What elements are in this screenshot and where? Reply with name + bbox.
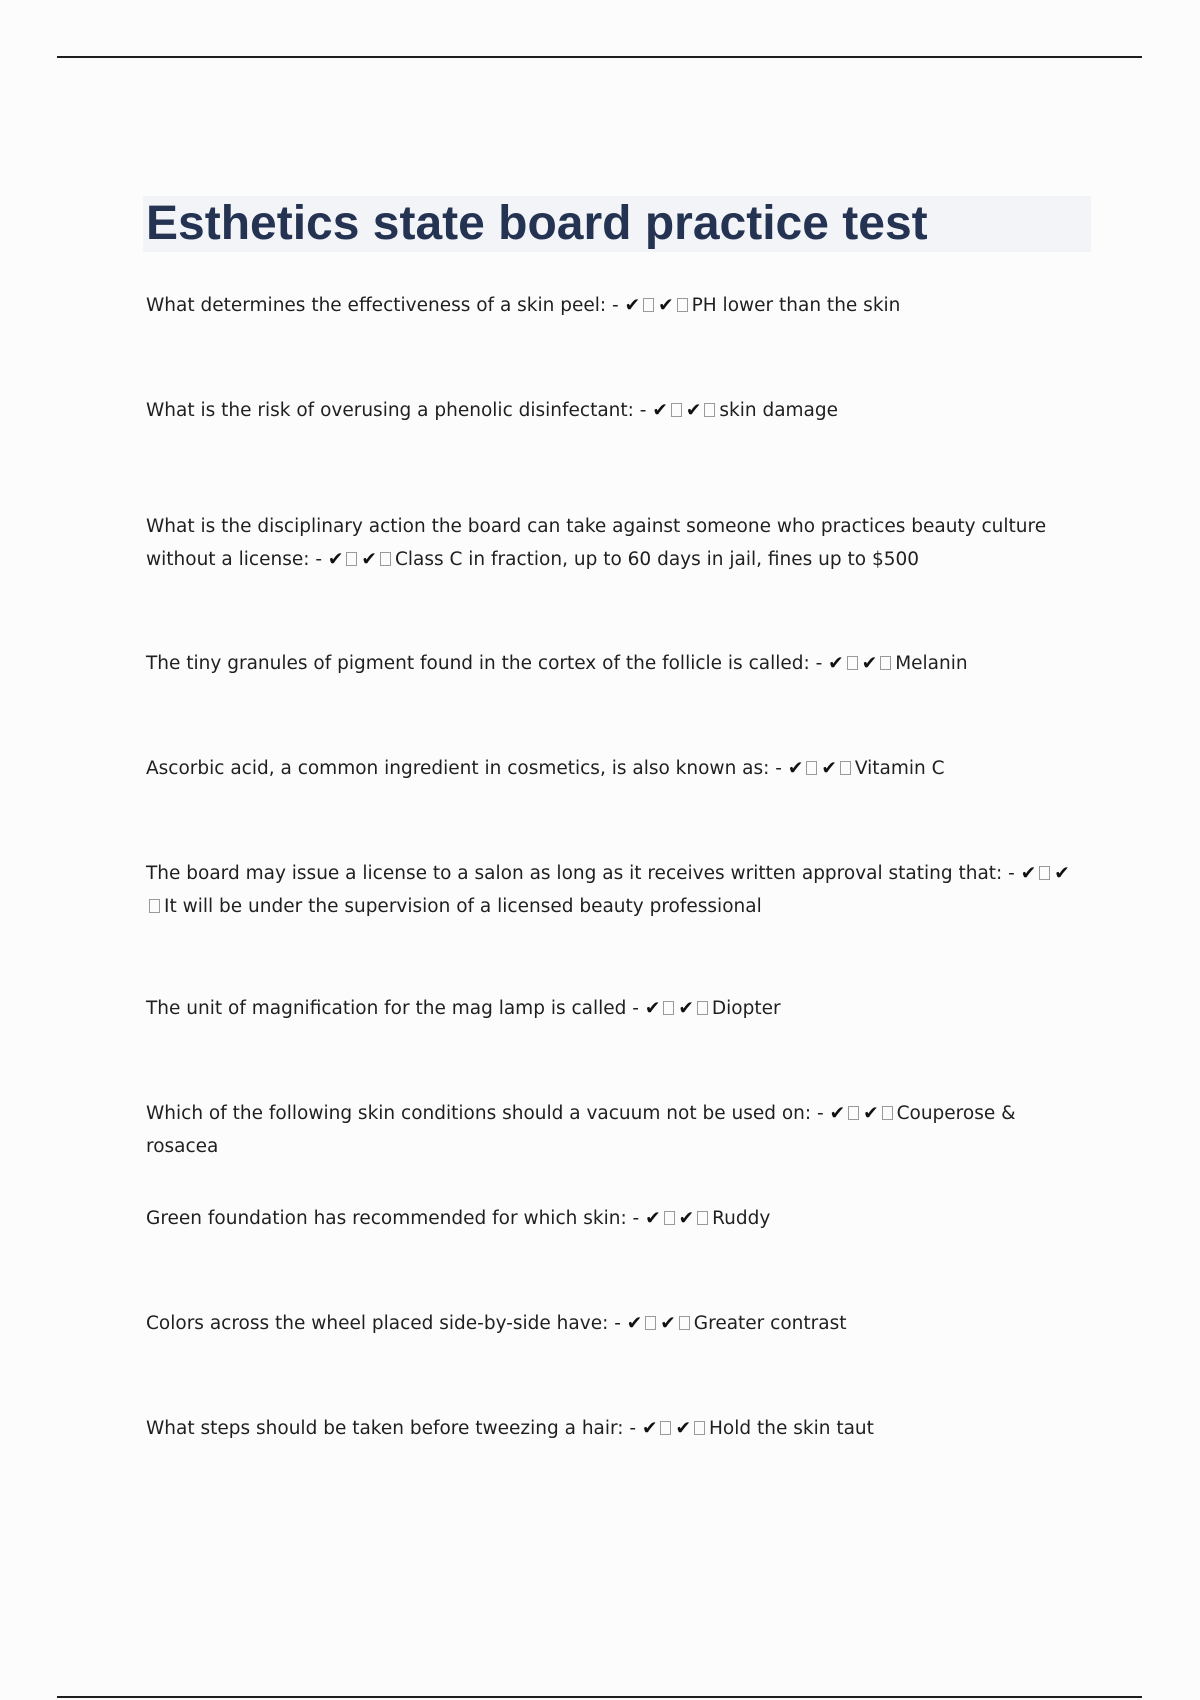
answer-text: It will be under the supervision of a licensed beauty professional	[164, 896, 762, 917]
missing-glyph-icon	[840, 761, 851, 775]
missing-glyph-icon	[848, 1106, 859, 1120]
question-text: The unit of magnification for the mag lamp is called -	[146, 998, 645, 1019]
question-text: The board may issue a license to a salon as long as it receives written approval stating that: -	[146, 863, 1021, 884]
missing-glyph-icon	[694, 1421, 705, 1435]
missing-glyph-icon	[806, 761, 817, 775]
check-icon: ✔	[821, 758, 837, 779]
answer-text: Melanin	[895, 653, 968, 674]
check-icon: ✔	[675, 1418, 691, 1439]
check-icon: ✔	[327, 549, 344, 570]
missing-glyph-icon	[645, 1316, 656, 1330]
missing-glyph-icon	[664, 1211, 675, 1225]
qa-item-8	[146, 1097, 1086, 1163]
check-icon: ✔	[626, 1313, 643, 1334]
missing-glyph-icon	[1039, 866, 1050, 880]
missing-glyph-icon	[677, 298, 688, 312]
check-icon: ✔	[828, 653, 844, 674]
check-icon: ✔	[658, 295, 674, 316]
question-text: Colors across the wheel placed side-by-side have: -	[146, 1313, 627, 1334]
answer-text: Greater contrast	[693, 1313, 847, 1334]
missing-glyph-icon	[671, 403, 682, 417]
missing-glyph-icon	[643, 298, 654, 312]
check-icon: ✔	[361, 549, 377, 570]
missing-glyph-icon	[704, 403, 715, 417]
answer-text: Class C in fraction, up to 60 days in jail, fines up to $500	[394, 549, 920, 570]
check-icon: ✔	[641, 1418, 658, 1439]
check-icon: ✔	[678, 1208, 695, 1229]
qa-item-2	[146, 394, 1086, 427]
check-icon: ✔	[644, 998, 661, 1019]
check-icon: ✔	[678, 998, 694, 1019]
qa-item-11	[146, 1412, 1086, 1445]
check-icon: ✔	[652, 400, 668, 421]
answer-text: PH lower than the skin	[691, 295, 901, 316]
missing-glyph-icon	[847, 656, 858, 670]
qa-item-1	[146, 289, 1086, 322]
qa-item-3	[146, 510, 1086, 576]
answer-text: Couperose & rosacea	[146, 1103, 1016, 1157]
missing-glyph-icon	[380, 552, 391, 566]
header-rule	[57, 56, 1142, 58]
answer-text: Ruddy	[712, 1208, 771, 1229]
question-text: The tiny granules of pigment found in the cortex of the follicle is called: -	[146, 653, 829, 674]
missing-glyph-icon	[663, 1001, 674, 1015]
qa-item-10	[146, 1307, 1086, 1340]
check-icon: ✔	[660, 1313, 676, 1334]
check-icon: ✔	[1054, 863, 1070, 884]
qa-item-9	[146, 1202, 1086, 1235]
missing-glyph-icon	[882, 1106, 893, 1120]
page-title: Esthetics state board practice test	[146, 197, 928, 250]
question-text: Which of the following skin conditions should a vacuum not be used on: -	[146, 1103, 830, 1124]
answer-text: Hold the skin taut	[709, 1418, 874, 1439]
qa-item-4	[146, 647, 1086, 680]
missing-glyph-icon	[149, 899, 160, 913]
check-icon: ✔	[861, 653, 878, 674]
check-icon: ✔	[829, 1103, 846, 1124]
answer-text: Vitamin C	[854, 758, 945, 779]
qa-item-7	[146, 992, 1086, 1025]
footer-rule	[57, 1696, 1142, 1698]
missing-glyph-icon	[679, 1316, 690, 1330]
check-icon: ✔	[1020, 863, 1037, 884]
check-icon: ✔	[787, 758, 804, 779]
missing-glyph-icon	[660, 1421, 671, 1435]
question-text: Ascorbic acid, a common ingredient in cosmetics, is also known as: -	[146, 758, 788, 779]
missing-glyph-icon	[880, 656, 891, 670]
question-text: What steps should be taken before tweezing a hair: -	[146, 1418, 642, 1439]
answer-text: skin damage	[719, 400, 839, 421]
answer-text: Diopter	[711, 998, 781, 1019]
question-text: Green foundation has recommended for which skin: -	[146, 1208, 646, 1229]
question-text: What is the risk of overusing a phenolic disinfectant: -	[146, 400, 653, 421]
check-icon: ✔	[624, 295, 641, 316]
question-text: What is the disciplinary action the board can take against someone who practices beauty culture without a license: -	[146, 516, 1047, 570]
qa-item-6	[146, 857, 1086, 923]
question-text: What determines the effectiveness of a skin peel: -	[146, 295, 625, 316]
missing-glyph-icon	[346, 552, 357, 566]
check-icon: ✔	[685, 400, 702, 421]
check-icon: ✔	[863, 1103, 879, 1124]
missing-glyph-icon	[697, 1001, 708, 1015]
check-icon: ✔	[645, 1208, 661, 1229]
missing-glyph-icon	[697, 1211, 708, 1225]
qa-item-5	[146, 752, 1086, 785]
